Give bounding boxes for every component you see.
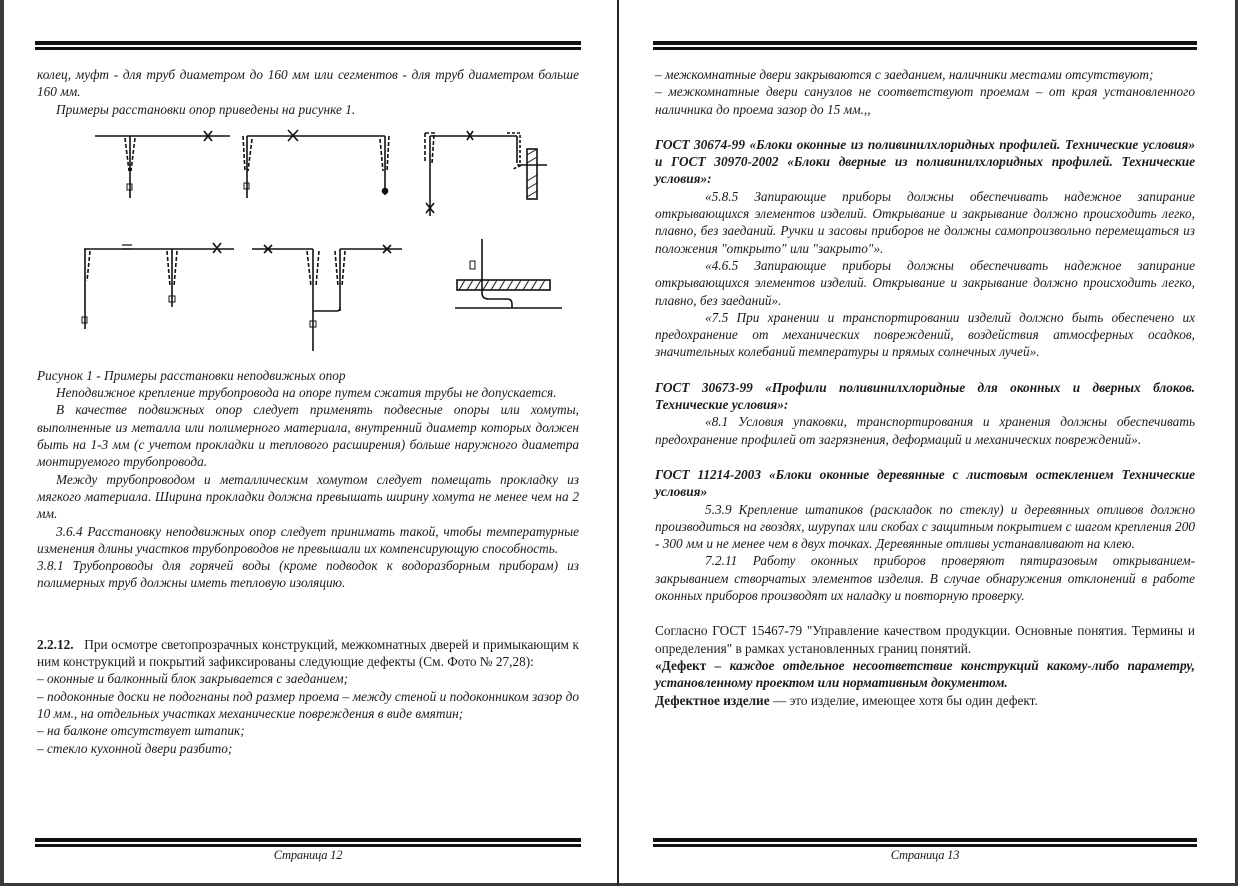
gost-clause: «7.5 При хранении и транспортировании изделий должно быть обеспечено их предохранение от механических повреждений, воздействия атмосферных осадков, значительных колебаний температуры и прямых солнечных лучей». <box>655 309 1195 360</box>
paragraph: 3.6.4 Расстановку неподвижных опор следует принимать такой, чтобы температурные изменения длины участков трубопроводов не превышали их компенсирующую способность. <box>37 523 579 556</box>
defect-item: – межкомнатные двери санузлов не соответствуют проемам – от края установленного наличника до проема зазор до 15 мм.,, <box>655 84 1195 117</box>
defect-item: – межкомнатные двери закрываются с заеданием, наличники местами отсутствуют; <box>655 67 1154 82</box>
figure-caption: Рисунок 1 - Примеры расстановки неподвижных опор <box>37 367 346 383</box>
section-2-2-12-intro <box>37 636 579 671</box>
gost-clause: «4.6.5 Запирающие приборы должны обеспечивать надежное запирание открывающихся элементов изделий. Открывание и закрывание должно происходить легко, плавно, без заеданий». <box>655 257 1195 308</box>
defect-item: – на балконе отсутствует штапик; <box>37 723 245 739</box>
page-12 <box>4 0 617 883</box>
footer-double-rule <box>653 838 1197 847</box>
section-number: 2.2.12. <box>37 636 74 652</box>
pipe-support-diagram-icon <box>37 121 579 371</box>
defect-definition <box>655 657 1195 692</box>
page-12-content <box>37 66 579 757</box>
paragraph: В качестве подвижных опор следует применять подвесные опоры или хомуты, выполненные из металла или полимерного материала, внутренний диаметр которых должен быть на 1-3 мм (с учетом прокладки и теплового расширения) больше наружного диаметра монтируемого трубопровода. <box>37 402 579 470</box>
gost-30673-heading: ГОСТ 30673-99 «Профили поливинилхлоридные для оконных и дверных блоков. Технические условия»: <box>655 379 1195 413</box>
defect-definition-text: – каждое отдельное несоответствие конструкций какому-либо параметру, установленному проектом или нормативным документом. <box>655 657 1195 691</box>
defect-term: «Дефект <box>655 657 707 673</box>
page-number: Страница 13 <box>890 848 960 862</box>
paragraph: 3.8.1 Трубопроводы для горячей воды (кроме подводок к водоразборным приборам) из полимерных труб должны иметь тепловую изоляцию. <box>37 558 579 591</box>
section-intro-text: При осмотре светопрозрачных конструкций, межкомнатных дверей и примыкающим к ним конструкций и покрытий зафиксированы следующие дефекты (См. Фото № 27,28): <box>37 636 579 670</box>
header-double-rule <box>35 41 581 50</box>
gost-clause: «5.8.5 Запирающие приборы должны обеспечивать надежное запирание открывающихся элементов изделий. Открывание и закрывание должно происходить легко, плавно, без заеданий. Ручки и засовы приборов не должны самопроизвольно перемещаться из положения "открыто" или "закрыто"». <box>655 188 1195 256</box>
footer-double-rule <box>35 838 581 847</box>
defect-item: – подоконные доски не подогнаны под размер проема – между стеной и подоконником зазор до 10 мм., на отдельных участках механические повреждения в виде вмятин; <box>37 688 579 721</box>
gost-30674-heading: ГОСТ 30674-99 «Блоки оконные из поливинилхлоридных профилей. Технические условия» и ГОСТ 30970-2002 «Блоки дверные из поливинилхлоридных профилей. Технические условия»: <box>655 136 1195 187</box>
page-13 <box>619 0 1235 883</box>
paragraph: колец, муфт - для труб диаметром до 160 мм или сегментов - для труб диаметром больше 160 мм. <box>37 67 579 100</box>
defective-item-definition <box>655 692 1195 709</box>
gost-15467-text: Согласно ГОСТ 15467-79 "Управление качеством продукции. Основные понятия. Термины и определения" в рамках установленных границ понятий. <box>655 623 1195 656</box>
defect-item: – стекло кухонной двери разбито; <box>37 740 233 756</box>
paragraph: Между трубопроводом и металлическим хомутом следует помещать прокладку из мягкого материала. Ширина прокладки должна превышать ширину хомута не менее чем на 2 мм. <box>37 471 579 522</box>
figure-1-pipe-support-diagrams <box>37 121 579 371</box>
gost-clause: «8.1 Условия упаковки, транспортирования и хранения должны обеспечивать предохранение профилей от загрязнения, деформаций и механических повреждений». <box>655 414 1195 447</box>
gost-clause: 7.2.11 Работу оконных приборов проверяют пятиразовым открыванием-закрыванием створчатых элементов изделия. В случае обнаружения отклонений в работе оконных приборов производят их наладку и повторную проверку. <box>655 553 1195 604</box>
header-double-rule <box>653 41 1197 50</box>
paragraph: Неподвижное крепление трубопровода на опоре путем сжатия трубы не допускается. <box>56 385 557 401</box>
gost-11214-heading: ГОСТ 11214-2003 «Блоки оконные деревянные с листовым остеклением Технические условия» <box>655 466 1195 500</box>
defective-item-term: Дефектное изделие <box>655 692 770 708</box>
page-13-content <box>655 66 1195 709</box>
paragraph: Примеры расстановки опор приведены на рисунке 1. <box>56 101 356 117</box>
page-number: Страница 12 <box>273 848 343 862</box>
defect-item: – оконные и балконный блок закрывается с заеданием; <box>37 671 349 687</box>
gost-clause: 5.3.9 Крепление штапиков (раскладок по стеклу) и деревянных отливов должно производиться на гвоздях, шурупах или скобах с защитным покрытием с шагом крепления 200 - 300 мм и не менее чем в двух точках. Деревянные отливы устанавливают на клею. <box>655 501 1195 552</box>
defective-item-definition-text: — это изделие, имеющее хотя бы один дефект. <box>769 692 1038 708</box>
